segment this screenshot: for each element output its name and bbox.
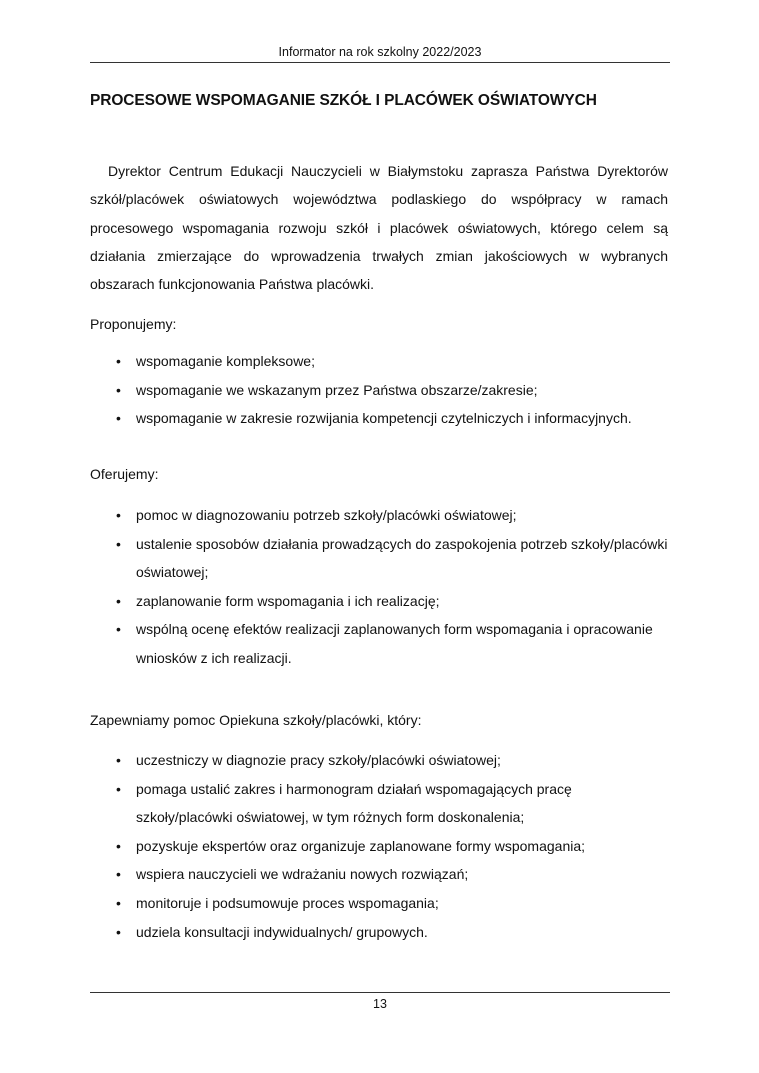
- list-item: • ustalenie sposobów działania prowadzących do zaspokojenia potrzeb szkoły/placówki oświatowej;: [90, 530, 670, 587]
- oferujemy-label: Oferujemy:: [90, 466, 159, 482]
- opiekun-label: Zapewniamy pomoc Opiekuna szkoły/placówki, który:: [90, 712, 422, 728]
- list-item: • wspomaganie kompleksowe;: [90, 347, 670, 376]
- bullet-icon: •: [116, 894, 121, 911]
- list-item: • udziela konsultacji indywidualnych/ grupowych.: [90, 918, 670, 947]
- bullet-icon: •: [116, 866, 121, 883]
- proponujemy-label: Proponujemy:: [90, 316, 177, 332]
- list-item: • uczestniczy w diagnozie pracy szkoły/placówki oświatowej;: [90, 746, 670, 775]
- list-item: • pomaga ustalić zakres i harmonogram działań wspomagających pracę szkoły/placówki oświatowej, w tym różnych form doskonalenia;: [90, 775, 670, 832]
- bullet-icon: •: [116, 780, 121, 797]
- running-header: Informator na rok szkolny 2022/2023: [278, 45, 482, 59]
- bullet-icon: •: [116, 752, 121, 768]
- section-title: PROCESOWE WSPOMAGANIE SZKÓŁ I PLACÓWEK OŚWIATOWYCH: [90, 92, 597, 109]
- opiekun-list: [90, 746, 670, 946]
- bullet-icon: •: [116, 410, 121, 427]
- list-item: • pomoc w diagnozowaniu potrzeb szkoły/placówki oświatowej;: [90, 501, 670, 530]
- bullet-icon: •: [116, 353, 121, 369]
- bullet-icon: •: [116, 592, 121, 609]
- bullet-icon: •: [116, 507, 121, 523]
- list-item: • zaplanowanie form wspomagania i ich realizację;: [90, 587, 670, 616]
- list-item: • wspiera nauczycieli we wdrażaniu nowych rozwiązań;: [90, 860, 670, 889]
- proponujemy-list: [90, 347, 670, 433]
- intro-paragraph: Dyrektor Centrum Edukacji Nauczycieli w Białymstoku zaprasza Państwa Dyrektorów szkół/placówek oświatowych województwa podlaskiego do współpracy w ramach procesowego wspomagania rozwoju szkół i placówek oświatowych, którego celem są działania zmierzające do wprowadzenia trwałych zmian jakościowych w wybranych obszarach funkcjonowania Państwa placówki.: [90, 163, 668, 293]
- bullet-icon: •: [116, 535, 121, 552]
- list-item: • wspomaganie we wskazanym przez Państwa obszarze/zakresie;: [90, 376, 670, 405]
- footer-divider: [90, 992, 670, 993]
- bullet-icon: •: [116, 837, 121, 854]
- bullet-icon: •: [116, 381, 121, 398]
- bullet-icon: •: [116, 621, 121, 638]
- oferujemy-list: [90, 501, 670, 673]
- list-item: • pozyskuje ekspertów oraz organizuje zaplanowane formy wspomagania;: [90, 832, 670, 861]
- list-item: • wspomaganie w zakresie rozwijania kompetencji czytelniczych i informacyjnych.: [90, 404, 670, 433]
- list-item: • wspólną ocenę efektów realizacji zaplanowanych form wspomagania i opracowanie wniosków z ich realizacji.: [90, 615, 670, 672]
- list-item: • monitoruje i podsumowuje proces wspomagania;: [90, 889, 670, 918]
- bullet-icon: •: [116, 923, 121, 940]
- page-number: 13: [373, 997, 387, 1011]
- header-divider: [90, 62, 670, 63]
